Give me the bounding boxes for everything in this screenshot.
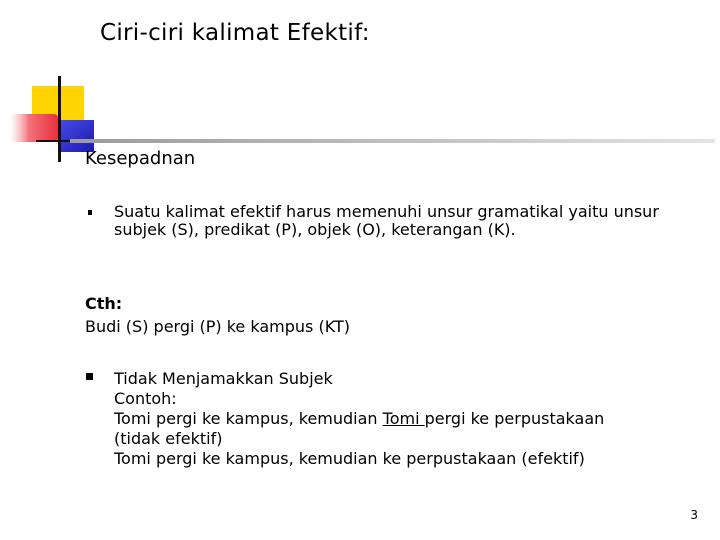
bullet-marker: [86, 373, 93, 380]
example-1-end: pergi ke perpustakaan: [424, 409, 605, 428]
point-2-label: Contoh:: [114, 389, 177, 408]
example-sentence: Budi (S) pergi (P) ke kampus (KT): [85, 317, 350, 336]
point-2-example-1: [114, 409, 704, 429]
red-bar: [10, 114, 58, 142]
example-1-underlined-subject: Tomi: [382, 409, 425, 428]
example-label: Cth:: [85, 294, 123, 313]
slide-title: Ciri-ciri kalimat Efektif:: [100, 20, 370, 46]
decorative-logo: [0, 0, 720, 170]
page-number: 3: [690, 508, 698, 522]
section-heading: Kesepadnan: [85, 148, 196, 169]
bullet-marker: [88, 210, 92, 215]
divider-line: [70, 139, 715, 143]
point-2-example-2: Tomi pergi ke kampus, kemudian ke perpustakaan (efektif): [114, 449, 585, 468]
point-1-text: Suatu kalimat efektif harus memenuhi unsur gramatikal yaitu unsur subjek (S), predikat (P), objek (O), keterangan (K).: [114, 202, 659, 239]
example-1-start: Tomi pergi ke kampus, kemudian: [114, 409, 383, 428]
point-2-example-1-note: (tidak efektif): [114, 429, 223, 448]
point-2-block: [114, 369, 704, 469]
point-2-title: Tidak Menjamakkan Subjek: [114, 369, 333, 388]
vertical-line: [58, 76, 61, 162]
